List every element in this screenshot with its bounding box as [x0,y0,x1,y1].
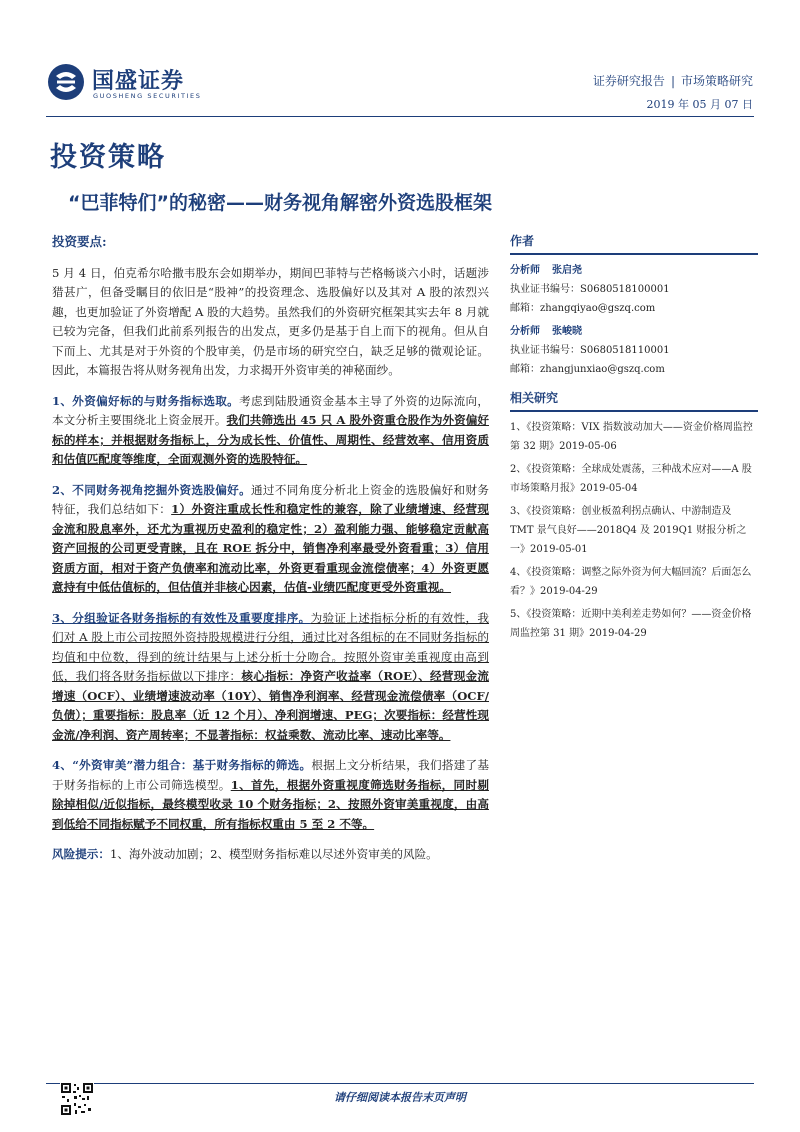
analyst-block [510,261,758,318]
analyst-name: 张启尧 [552,265,582,276]
report-category: 市场策略研究 [680,74,753,88]
company-name: 国盛证券 [92,69,185,94]
risk-warning [52,845,489,865]
company-logo-icon [46,62,86,102]
point-1-heading: 1、外资偏好标的与财务指标选取。 [52,393,240,408]
sidebar [510,232,758,647]
header-divider [46,116,754,117]
cert-label: 执业证书编号： [510,345,580,356]
summary-intro: 5 月 4 日，伯克希尔哈撒韦股东会如期举办，期间巴菲特与芒格畅谈六小时，话题涉猎甚广，但备受瞩目的依旧是“股神”的投资理念、选股偏好以及其对 A 股的浓烈兴趣，也更加验证了外资增配 A 股的大趋势。虽然我们的外资研究框架其实去年 8 月就已较为完备，但我们此前系列报告的出发点，更多仍是基于自上而下的视角。但从自下而上、尤其是对于外资的个股审美，仍是市场的研究空白，缺乏足够的微观论证。因此，本篇报告将从财务视角出发，力求揭开外资审美的神秘面纱。 [52,265,489,377]
report-date: 2019 年 05 月 07 日 [646,98,753,111]
related-research-list [510,418,758,643]
page-category: 投资策略 [50,142,166,173]
analyst-email[interactable]: zhangjunxiao@gszq.com [540,364,665,375]
footer-disclaimer: 请仔细阅读本报告末页声明 [334,1091,466,1104]
point-2-heading: 2、不同财务视角挖掘外资选股偏好。 [52,482,252,497]
summary-point-1 [52,392,489,470]
point-3-heading: 3、分组验证各财务指标的有效性及重要度排序。 [52,610,311,625]
point-3-bold: 核心指标：净资产收益率（ROE）、经营现金流增速（OCF）、业绩增速波动率（10Y）、销售净利润率、经营现金流偿债率（OCF/负债）；重要指标：股息率（近 12 个月）、净利润增速、PEG；次要指标：经营性现金流/净利润、资产周转率；不显著指标：权益乘数、流动比率、速动比率等。 [52,669,489,742]
point-2-text: 通过不同角度分析北上资金的选股偏好和财务特征，我们总结如下： [52,482,489,516]
cert-number: S0680518110001 [580,345,670,356]
summary-column [52,232,489,876]
report-title: “巴菲特们”的秘密——财务视角解密外资选股框架 [68,192,492,214]
analyst-name: 张峻晓 [552,326,582,337]
company-name-en: GUOSHENG SECURITIES [93,92,202,100]
email-label: 邮箱： [510,303,540,314]
summary-point-3 [52,609,489,746]
point-2-bold: 1）外资注重成长性和稳定性的兼容，除了业绩增速、经营现金流和股息率外，还尤为重视历史盈利的稳定性；2）盈利能力强、能够稳定贡献高资产回报的公司更受青睐，且在 ROE 拆分中，销售净利率最受外资看重；3）信用资质方面，相对于资产负债率和流动比率，外资更看重现金流偿债率；4）外资更愿意持有中低估值标的，但估值并非核心因素，估值-业绩匹配度更受外资重视。 [52,502,489,594]
cert-label: 执业证书编号： [510,284,580,295]
point-1-bold: 我们共筛选出 45 只 A 股外资重仓股作为外资偏好标的样本；并根据财务指标上，分为成长性、价值性、周期性、经营效率、信用资质和估值匹配度等维度，全面观测外资的选股特征。 [52,413,489,466]
point-4-heading: 4、“外资审美”潜力组合：基于财务指标的筛选。 [52,758,312,772]
point-4-text: 根据上文分析结果，我们搭建了基于财务指标的上市公司筛选模型。 [52,758,489,792]
point-3-text: 为验证上述指标分析的有效性，我们对 A 股上市公司按照外资持股规模进行分组，通过比对各组标的在不同财务指标的均值和中位数，得到的统计结果与上述分析十分吻合。按照外资审美重视度由高到低，我们将各财务指标做以下排序： [52,610,489,683]
related-item[interactable]: 2、《投资策略：全球成处震荡，三种战术应对——A 股市场策略月报》2019-05-04 [510,464,752,494]
risk-label: 风险提示： [52,847,110,861]
summary-label: 投资要点: [52,234,107,249]
analyst-block [510,322,758,379]
email-label: 邮箱： [510,364,540,375]
related-research-heading: 相关研究 [510,389,758,412]
footer-divider [46,1083,754,1084]
report-type-header [593,72,753,89]
point-4-bold: 1、首先，根据外资重视度筛选财务指标，同时剔除掉相似/近似指标，最终模型收录 10 个财务指标；2、按照外资审美重视度，由高到低给不同指标赋予不同权重，所有指标权重由 5 至 2 不等。 [52,777,489,831]
related-item[interactable]: 3、《投资策略：创业板盈利拐点确认、中游制造及 TMT 景气良好——2018Q4 及 2019Q1 财报分析之一》2019-05-01 [510,506,747,555]
header-separator: | [670,74,675,88]
related-item[interactable]: 1、《投资策略：VIX 指数波动加大——资金价格周监控第 32 期》2019-05-06 [510,422,753,452]
summary-point-2 [52,481,489,598]
report-type: 证券研究报告 [592,74,665,88]
summary-point-4 [52,756,489,834]
analyst-email[interactable]: zhangqiyao@gszq.com [540,303,656,314]
authors-heading: 作者 [510,232,758,255]
related-item[interactable]: 4、《投资策略：调整之际外资为何大幅回流？后面怎么看？》2019-04-29 [510,567,752,597]
cert-number: S0680518100001 [580,284,670,295]
point-1-text: 考虑到陆股通资金基本主导了外资的边际流向，本文分析主要围绕北上资金展开。 [52,393,489,427]
risk-text: 1、海外波动加剧；2、模型财务指标难以尽述外资审美的风险。 [109,847,438,861]
related-item[interactable]: 5、《投资策略：近期中美利差走势如何？——资金价格周监控第 31 期》2019-04-29 [510,609,752,639]
analyst-role: 分析师 [510,326,540,337]
analyst-role: 分析师 [510,265,540,276]
